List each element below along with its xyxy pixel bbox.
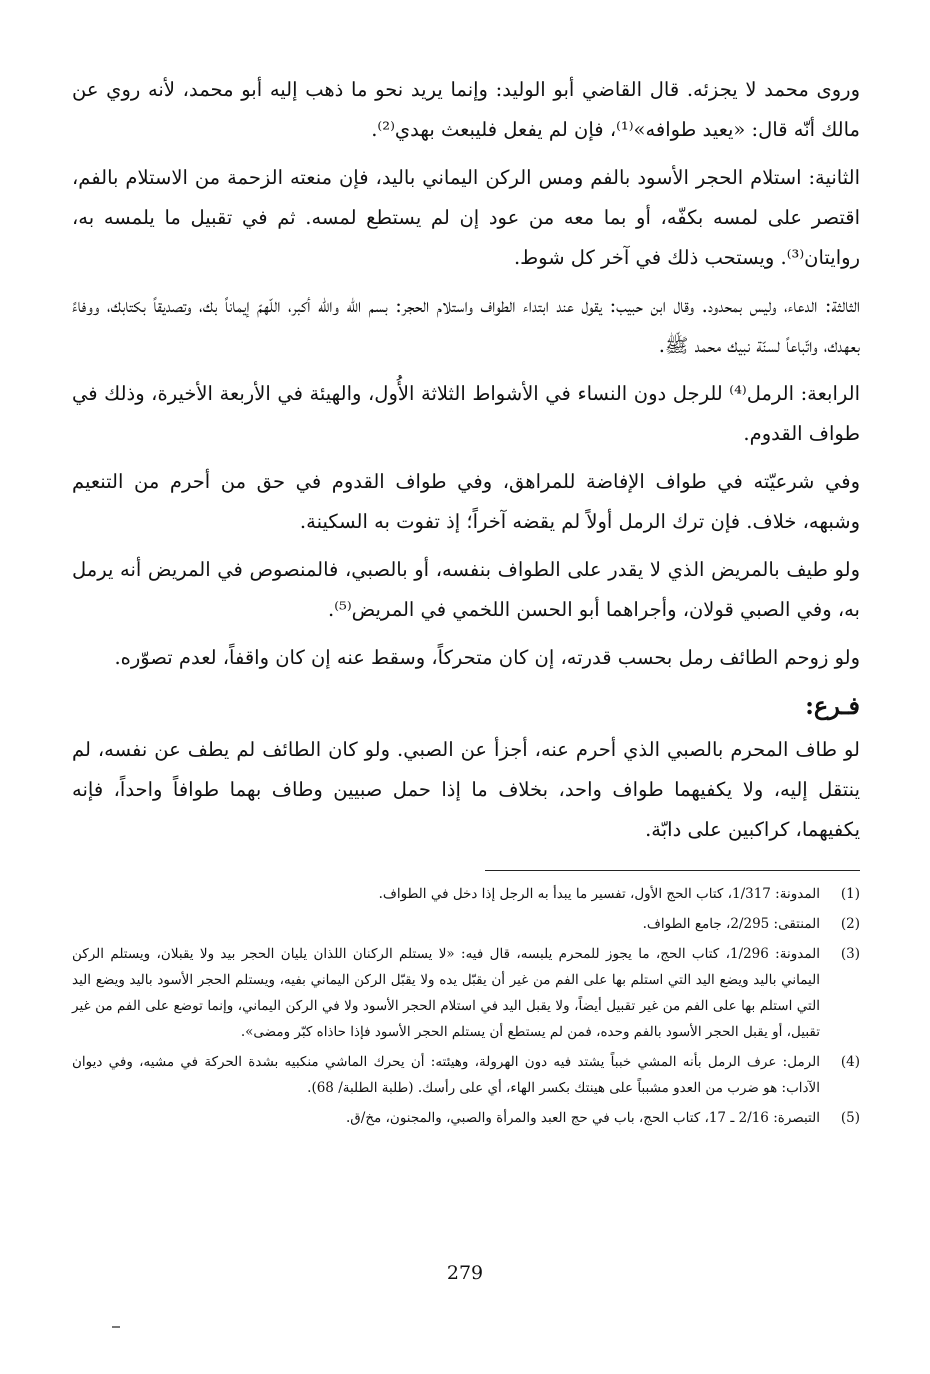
paragraph-6: ولو طيف بالمريض الذي لا يقدر على الطواف بنفسه، أو بالصبي، فالمنصوص في المريض أنه يرمل به، وفي الصبي قولان، وأجراهما أبو الحسن اللخمي في المريض⁽⁵⁾.	[72, 558, 860, 621]
footnote-number: (3)	[840, 946, 860, 962]
paragraph-5: وفي شرعيّته في طواف الإفاضة للمراهق، وفي طواف القدوم في حق من أحرم من التنعيم وشبهه، خلاف. فإن ترك الرمل أولاً لم يقضه آخراً؛ إذ تفوت به السكينة.	[72, 470, 860, 533]
scan-mark	[112, 1326, 120, 1328]
footnote-divider	[485, 870, 860, 871]
paragraph-4: الرابعة: الرمل⁽⁴⁾ للرجل دون النساء في الأشواط الثلاثة الأُول، والهيئة في الأربعة الأخيرة، وذلك في طواف القدوم.	[72, 382, 861, 445]
paragraph-1: وروى محمد لا يجزئه. قال القاضي أبو الوليد: وإنما يريد نحو ما ذهب إليه أبو محمد، لأنه روي عن مالك أنّه قال: «يعيد طوافه»⁽¹⁾، فإن لم يفعل فليبعث بهدي⁽²⁾.	[72, 78, 860, 141]
branch-paragraph: لو طاف المحرم بالصبي الذي أحرم عنه، أجزأ عن الصبي. ولو كان الطائف لم يطف عن نفسه، لم ينتقل إليه، ولا يكفيهما طواف واحد، بخلاف ما إذا حمل صبيين وطاف بهما طوافاً واحداً، فإنه يكفيهما، كراكبين على دابّة.	[72, 738, 860, 841]
page-number: 279	[446, 1262, 484, 1284]
section-heading: فـرع:	[805, 691, 860, 720]
footnote-3	[72, 941, 860, 1045]
footnote-4	[72, 1049, 860, 1101]
footnote-number: (4)	[840, 1054, 860, 1070]
footnote-text: التبصرة: 2/16 ـ 17، كتاب الحج، باب في حج العبد والمرأة والصبي، والمجنون، مخ/ق.	[346, 1110, 820, 1126]
footnote-5	[72, 1105, 860, 1131]
footnote-text: المدونة: 1/296، كتاب الحج، ما يجوز للمحرم يلبسه، قال فيه: «لا يستلم الركنان اللذان يليان الحجر بيد ولا يقبلان، ويستلم الركن اليماني باليد ويضع اليد التي استلم بها على الفم من غير أن يقبّل يده ولا يقبّل الركن اليماني بفيه، ويستلم الحجر الأسود باليد ويضع اليد التي استلم بها على الفم من غير تقبيل أيضاً، ولا يقبل اليد في استلام الحجر الأسود ولا في الركن اليماني، وإنما توضع على الفم من غير تقبيل، أو يقبل الحجر الأسود بالفم وحده، فمن لم يستطع أن يستلم الحجر الأسود فإذا حاذاه كبّر ومضى».	[72, 946, 821, 1040]
footnote-1	[72, 881, 860, 907]
footnote-text: المنتقى: 2/295، جامع الطواف.	[642, 916, 820, 932]
footnote-number: (1)	[840, 886, 860, 902]
footnote-2	[72, 911, 860, 937]
footnote-number: (5)	[840, 1110, 860, 1126]
footnote-text: المدونة: 1/317، كتاب الحج الأول، تفسير ما يبدأ به الرجل إذا دخل في الطواف.	[378, 886, 820, 902]
footnote-number: (2)	[840, 916, 860, 932]
footnote-text: الرمل: عرف الرمل بأنه المشي خبباً يشتد فيه دون الهرولة، وهيئته: أن يحرك الماشي منكبيه بشدة الحركة في مشيه، وفي ديوان الآداب: هو ضرب من العدو مشبباً على هينتك بكسر الهاء، أي على رأسك. (طلبة الطلبة/ 68).	[72, 1054, 820, 1096]
paragraph-7: ولو زوحم الطائف رمل بحسب قدرته، إن كان متحركاً، وسقط عنه إن كان واقفاً، لعدم تصوّره.	[114, 646, 860, 669]
main-text	[72, 70, 860, 850]
paragraph-2: الثانية: استلام الحجر الأسود بالفم ومس الركن اليماني باليد، فإن منعته الزحمة من الاستلام بالفم، اقتصر على لمسه بكفّه، أو بما معه من عود إن لم يستطع لمسه. ثم في تقبيل ما يلمسه به، روايتان⁽³⁾. ويستحب ذلك في آخر كل شوط.	[72, 166, 860, 269]
footnotes	[72, 881, 860, 1131]
paragraph-3: الثالثة: الدعاء، وليس بمحدود. وقال ابن حبيب: يقول عند ابتداء الطواف واستلام الحجر: بسم الله والله أكبر، اللّهمّ إيماناً بك، وتصديقاً بكتابك، ووفاءً بعهدك، واتّباعاً لسنّة نبيك محمد ﷺ.	[72, 294, 860, 357]
